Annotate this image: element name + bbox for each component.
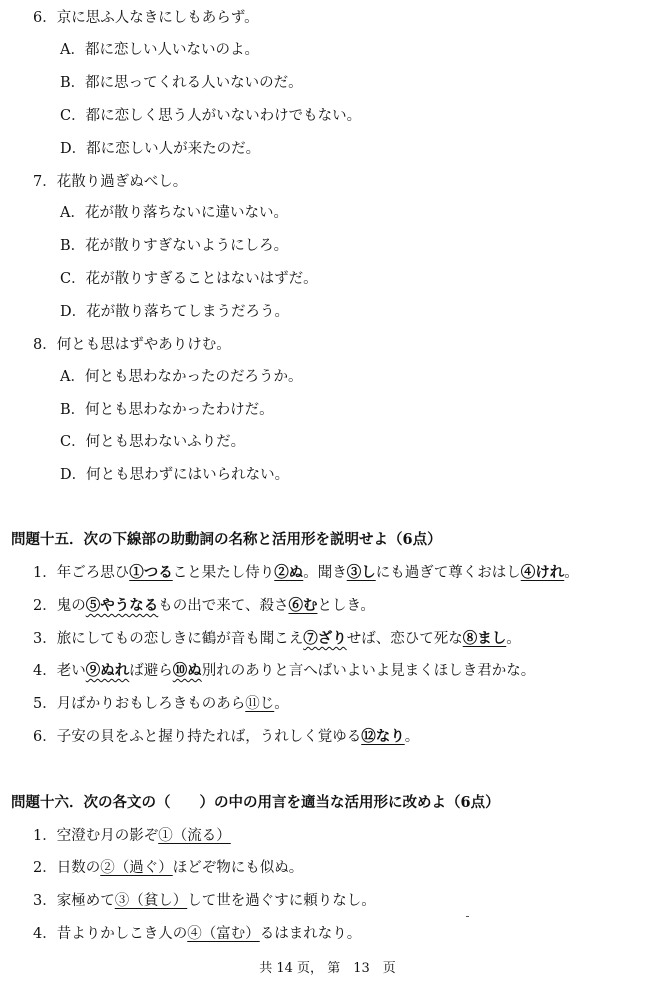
section-15-item-6 <box>33 727 419 747</box>
underlined-aux-verb: ⑦ざり <box>303 630 347 647</box>
item-text: 。 <box>506 631 521 647</box>
item-text: 。 <box>404 729 420 745</box>
item-text: もの出で来て、殺さ <box>158 598 289 614</box>
blank-verb: ③（貧し） <box>114 893 188 909</box>
item-text: 1．年ごろ思ひ <box>33 565 130 581</box>
section-15-item-2 <box>33 596 375 616</box>
question-8-option-c: C．何とも思わないふりだ。 <box>60 434 246 450</box>
underlined-aux-verb: ⑤やうなる <box>85 597 159 614</box>
question-7-stem: 7．花散り過ぎぬべし。 <box>33 174 188 190</box>
item-text: こと果たし侍り <box>172 565 275 581</box>
underlined-aux-verb: ⑪じ <box>245 696 275 712</box>
question-6-stem: 6．京に思ふ人なきにしもあらず。 <box>33 10 259 26</box>
item-text: 3．家極めて <box>33 893 115 909</box>
section-15-heading: 問題十五．次の下線部の助動詞の名称と活用形を説明せよ（6点） <box>11 531 442 548</box>
question-8-stem: 8．何とも思はずやありけむ。 <box>33 337 231 353</box>
section-15-item-4 <box>33 661 535 681</box>
item-text: き <box>346 598 361 614</box>
section-16-item-2 <box>33 858 303 878</box>
item-text: 。 <box>274 696 289 712</box>
section-15-item-1 <box>33 563 579 583</box>
item-text: 。 <box>360 598 375 614</box>
question-8-option-b: B．何とも思わなかったわけだ。 <box>60 402 274 418</box>
blank-verb: ①（流る） <box>158 828 231 844</box>
underlined-aux-verb: ①つる <box>129 564 173 581</box>
question-6-option-c: C．都に恋しく思う人がいないわけでもない。 <box>60 108 362 124</box>
section-15-item-5 <box>33 694 289 714</box>
question-6-option-d: D．都に恋しい人が来たのだ。 <box>60 141 261 157</box>
scan-speck <box>466 916 469 917</box>
section-16-item-4 <box>33 924 361 944</box>
section-15-item-3 <box>33 629 521 649</box>
section-16-item-3 <box>33 891 376 911</box>
section-16-heading: 問題十六．次の各文の（ ）の中の用言を適当な活用形に改めよ（6点） <box>11 794 500 811</box>
underlined-aux-verb: ④けれ <box>520 564 565 581</box>
item-text: 2．鬼の <box>33 598 86 614</box>
underlined-aux-verb: ⑨ぬれ <box>85 662 130 679</box>
blank-verb: ②（過ぐ） <box>100 860 173 876</box>
section-16-item-1 <box>33 826 231 846</box>
question-8-option-a: A．何とも思わなかったのだろうか。 <box>60 369 303 385</box>
question-7-option-b: B．花が散りすぎないようにしろ。 <box>60 238 289 254</box>
item-text: 。 <box>564 565 579 581</box>
item-text: るはまれなり。 <box>259 926 362 942</box>
question-7-option-d: D．花が散り落ちてしまうだろう。 <box>60 304 289 320</box>
page-footer: 共 14 页， 第 13 页 <box>259 961 396 976</box>
item-text: とし <box>317 598 347 614</box>
item-text: 別れのありと言へばいよいよ見まくほしき君かな。 <box>201 663 536 679</box>
underlined-aux-verb: ⑧まし <box>462 630 507 647</box>
item-text: にも過ぎて尊くおはし <box>375 565 521 581</box>
item-text: せば、恋ひて死な <box>346 631 463 647</box>
question-7-option-a: A．花が散り落ちないに違いない。 <box>60 205 288 221</box>
item-text: ほどぞ物にも似ぬ。 <box>172 860 304 876</box>
underlined-aux-verb: ②ぬ <box>274 564 304 581</box>
item-text: して世を過ぐすに頼りなし。 <box>187 893 376 909</box>
item-text: 3．旅にしてもの恋しきに鶴が音も聞こえ <box>33 631 304 647</box>
item-text: 5．月ばかりおもしろきものあら <box>33 696 246 712</box>
item-text: 2．日数の <box>33 860 101 876</box>
item-text: 4．昔よりかしこき人の <box>33 926 188 942</box>
underlined-aux-verb: ⑩ぬ <box>172 662 202 679</box>
blank-verb: ④（富む） <box>187 926 260 942</box>
underlined-aux-verb: ⑫なり <box>361 728 405 745</box>
item-text: ば避ら <box>129 663 173 679</box>
question-8-option-d: D．何とも思わずにはいられない。 <box>60 467 290 483</box>
underlined-aux-verb: ③し <box>346 564 376 581</box>
item-text: 6．子安の貝をふと握り持たれば，うれしく覚ゆる <box>33 729 362 745</box>
underlined-aux-verb: ⑥む <box>288 597 318 614</box>
item-text: 。聞き <box>303 565 347 581</box>
item-text: 1．空澄む月の影ぞ <box>33 828 159 844</box>
item-text: 4．老い <box>33 663 86 679</box>
question-7-option-c: C．花が散りすぎることはないはずだ。 <box>60 271 318 287</box>
question-6-option-a: A．都に恋しい人いないのよ。 <box>60 42 259 58</box>
question-6-option-b: B．都に思ってくれる人いないのだ。 <box>60 75 303 91</box>
